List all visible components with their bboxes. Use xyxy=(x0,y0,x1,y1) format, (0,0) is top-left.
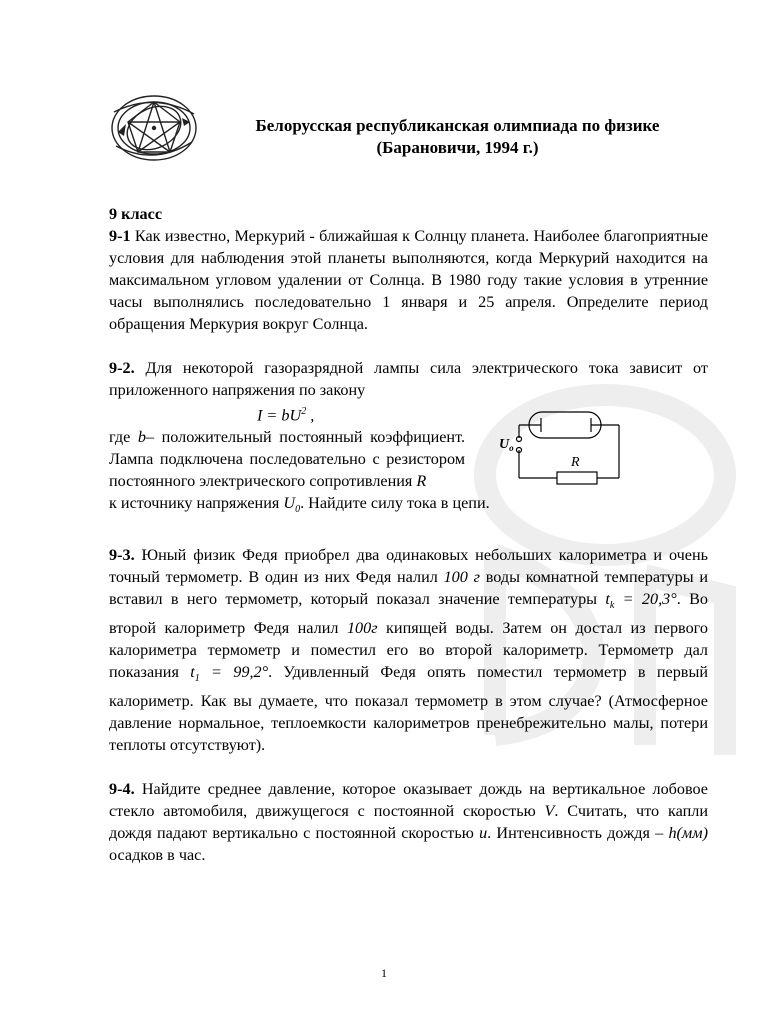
problem-9-2-body xyxy=(109,426,708,492)
formula-main: I = bU xyxy=(257,406,302,425)
problem-number: 9-4. xyxy=(109,780,135,799)
temp-tk: $t_k = 20,3^\circ$ xyxy=(605,589,677,611)
var-b: b xyxy=(137,428,146,447)
formula-tail: , xyxy=(306,406,315,425)
problem-text: Для некоторой газоразрядной лампы сила электрического тока зависит от приложенного напряжения по закону xyxy=(109,359,708,399)
var-u: u xyxy=(479,824,488,843)
resistor-label: R xyxy=(571,455,580,471)
circuit-diagram xyxy=(479,408,631,498)
temp-t1: $t_1 = 99,2^\circ$ xyxy=(190,662,269,685)
problem-9-4: 9-4. Найдите среднее давление, которое оказывает дождь на вертикальное лобовое стекло автомобиля, движущегося с постоянной скоростью V. Считать, что капли дождя падают вертикально с постоянной скоростью u. Интенсивность дождя – h(мм) осадков в час. xyxy=(109,780,708,865)
source-label: $U_o$ xyxy=(499,437,514,454)
problem-9-2-intro xyxy=(109,357,708,401)
mass-1: 100 г xyxy=(443,567,480,586)
header-title: Белорусская республиканская олимпиада по физике xyxy=(255,116,660,135)
problem-9-3: 9-3. Юный физик Федя приобрел два одинаковых небольших калориметра и очень точный термометр. В один из них Федя налил 100 г воды комнатной температуры и вставил в него термометр, который показал значение температуры $t_k = 20,3^\circ$. Во второй калориметр Федя налил 100г кипящей воды. Затем он достал из первого калориметра термометр и поместил его во второй калориметр. Термометр дал показания $t_1 = 99,2^\circ$. Удивленный Федя опять поместил термометр в первый калориметр. Как вы думаете, что показал термометр в этом случае? (Атмосферное давление нормальное, теплоемкости калориметров пренебрежительно малы, потери теплоты отсутствуют). xyxy=(109,545,708,755)
problem-number: 9-1 xyxy=(109,227,131,245)
formula-exponent: 2 xyxy=(301,406,307,417)
problem-9-2-end: к источнику напряжения $U_0$. Найдите силу тока в цепи. xyxy=(109,494,490,516)
problem-9-1 xyxy=(109,225,708,335)
mass-2: 100г xyxy=(346,618,378,637)
var-R: R xyxy=(416,472,427,491)
resistor xyxy=(557,472,597,484)
olympiad-logo xyxy=(108,92,200,164)
header-subtitle: (Барановичи, 1994 г.) xyxy=(376,138,539,157)
var-U0: $U_0$ xyxy=(283,494,301,516)
problems-body xyxy=(109,203,708,866)
rain-intensity: h(мм) xyxy=(668,824,708,843)
problem-text: где b– положительный постоянный коэффициент. Лампа подключена последовательно с резистором постоянного электрического сопротивления R xyxy=(109,428,465,491)
grade-label: 9 класс xyxy=(109,205,163,223)
problem-number: 9-2. xyxy=(109,359,135,377)
page-header xyxy=(200,115,715,159)
page-number: 1 xyxy=(381,966,387,980)
problem-number: 9-3. xyxy=(109,545,135,564)
problem-text: Как известно, Меркурий - ближайшая к Солнцу планета. Наиболее благоприятные условия для наблюдения этой планеты выполняются, когда Меркурий находится на максимальном угловом удалении от Солнца. В 1980 году такие условия в утренние часы выполнялись последовательно 1 января и 25 апреля. Определите период обращения Меркурия вокруг Солнца. xyxy=(109,227,708,333)
var-V: V xyxy=(544,802,555,821)
